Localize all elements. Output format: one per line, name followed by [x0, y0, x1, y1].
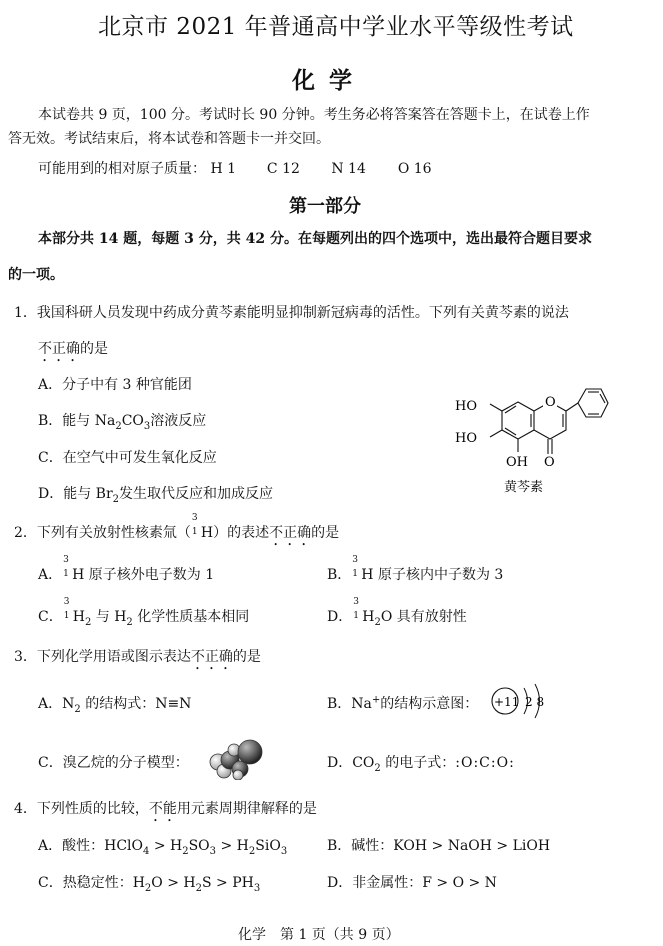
q1-d-pre: D．能与 Br: [38, 486, 113, 502]
q2-stem-end: 的是: [311, 525, 340, 541]
exam-title: 北京市 2021 年普通高中学业水平等级性考试: [98, 14, 574, 40]
q4-option-a: A．酸性：HClO$_4$ > $H_2SO_3 > H_2SiO_3$: [38, 838, 288, 857]
mass-n: N 14: [331, 161, 366, 177]
mass-c: C 12: [266, 161, 300, 177]
page-footer: 化学 第 1 页（共 9 页）: [238, 927, 400, 943]
q3-option-d: D．$CO_2$ 的电子式：:O:C:O:: [327, 755, 515, 774]
q4-emphasis: 不能: [148, 801, 177, 817]
label-o-keto: O: [544, 455, 555, 470]
atomic-masses-label: 可能用到的相对原子质量：: [38, 161, 206, 177]
q1-d-post: 发生取代反应和加成反应: [119, 486, 274, 502]
baicalein-structure: [450, 380, 610, 500]
atomic-masses: [38, 158, 432, 178]
q2-option-a: A． 3 1 H 原子核外电子数为 1: [38, 555, 215, 583]
q2-option-c: C． 3 1 $H_2$ 与 $H_2$ 化学性质基本相同: [38, 597, 250, 628]
nucleus-label: +11: [494, 695, 520, 709]
q1-option-c: C．在空气中可发生氧化反应: [38, 450, 217, 466]
mass-o: O 16: [397, 161, 432, 177]
label-oh: OH: [506, 455, 528, 470]
subject-title: 化学: [292, 67, 366, 94]
q1-option-b: [38, 410, 206, 430]
shell-electrons: 2 8: [525, 695, 545, 709]
label-ho-2: HO: [455, 431, 477, 446]
q1-b-sub3: 3: [143, 420, 151, 432]
q1-b-sub2: 2: [115, 420, 122, 432]
q2-stem: [14, 513, 340, 549]
q3-emphasis: 不正确: [190, 649, 233, 665]
label-ho-1: HO: [455, 399, 477, 414]
benzene-ring-a: [502, 402, 534, 439]
instruction-line-1: 本试卷共 9 页，100 分。考试时长 90 分钟。考生务必将答案答在答题卡上，在试卷上作: [38, 107, 590, 123]
co2-electron-formula: :O:C:O:: [455, 755, 515, 771]
q3-option-a: A．$N_2$ 的结构式：N≡N: [38, 696, 192, 715]
q1-b-mid: CO: [121, 413, 144, 429]
part1-intro-line-1: 本部分共 14 题，每题 3 分，共 42 分。在每题列出的四个选项中，选出最符合题目要求: [38, 231, 592, 247]
q1-emphasis: 不正确: [38, 341, 80, 357]
q1-stem-end: 的是: [80, 341, 108, 357]
part1-heading: 第一部分: [289, 196, 361, 217]
q4-option-c: C．热稳定性：$H_2O > H_2S > PH_3$: [38, 875, 261, 894]
label-o-ring: O: [545, 395, 556, 410]
q1-b-pre: B．能与 Na: [38, 413, 116, 429]
q2-stem-pre: 2．下列有关放射性核素氚（: [14, 525, 191, 541]
q1-option-a: A．分子中有 3 种官能团: [38, 377, 192, 393]
q2-option-d: D． 3 1 $H_2O$ 具有放射性: [327, 597, 467, 628]
q4-option-b: B．碱性：KOH > NaOH > LiOH: [327, 838, 551, 854]
q1-d-sub2: 2: [112, 493, 120, 505]
q2-nuclide: 3 1: [191, 513, 198, 537]
q2-emphasis: 不正确: [269, 525, 312, 541]
q3-option-b: B．Na+的结构示意图：: [327, 694, 479, 712]
q3-option-c: C．溴乙烷的分子模型：: [38, 755, 189, 771]
instruction-line-2: 答无效。考试结束后，将本试卷和答题卡一并交回。: [8, 131, 330, 147]
q3-stem: 3．下列化学用语或图示表达不正确的是: [14, 649, 261, 665]
bromoethane-model: [208, 738, 266, 780]
mass-h: H 1: [210, 161, 237, 177]
q2-h: H: [200, 525, 214, 541]
q1-stem-line-2: [38, 338, 108, 365]
q1-stem-line-1: 1．我国科研人员发现中药成分黄芩素能明显抑制新冠病毒的活性。下列有关黄芩素的说法: [14, 305, 569, 321]
q1-b-post: 溶液反应: [150, 413, 207, 429]
q4-stem: 4．下列性质的比较，不能用元素周期律解释的是: [14, 801, 317, 817]
part1-intro-line-2: 的一项。: [8, 267, 64, 283]
q2-stem-mid: ）的表述: [213, 525, 270, 541]
figure-caption: 黄芩素: [504, 480, 544, 495]
q2-option-b: B． 3 1 H 原子核内中子数为 3: [327, 555, 504, 583]
phenyl-ring: [578, 389, 608, 417]
sodium-ion-diagram: [488, 680, 552, 724]
q4-option-d: D．非金属性：F > O > N: [327, 875, 497, 891]
q1-option-d: [38, 483, 273, 503]
